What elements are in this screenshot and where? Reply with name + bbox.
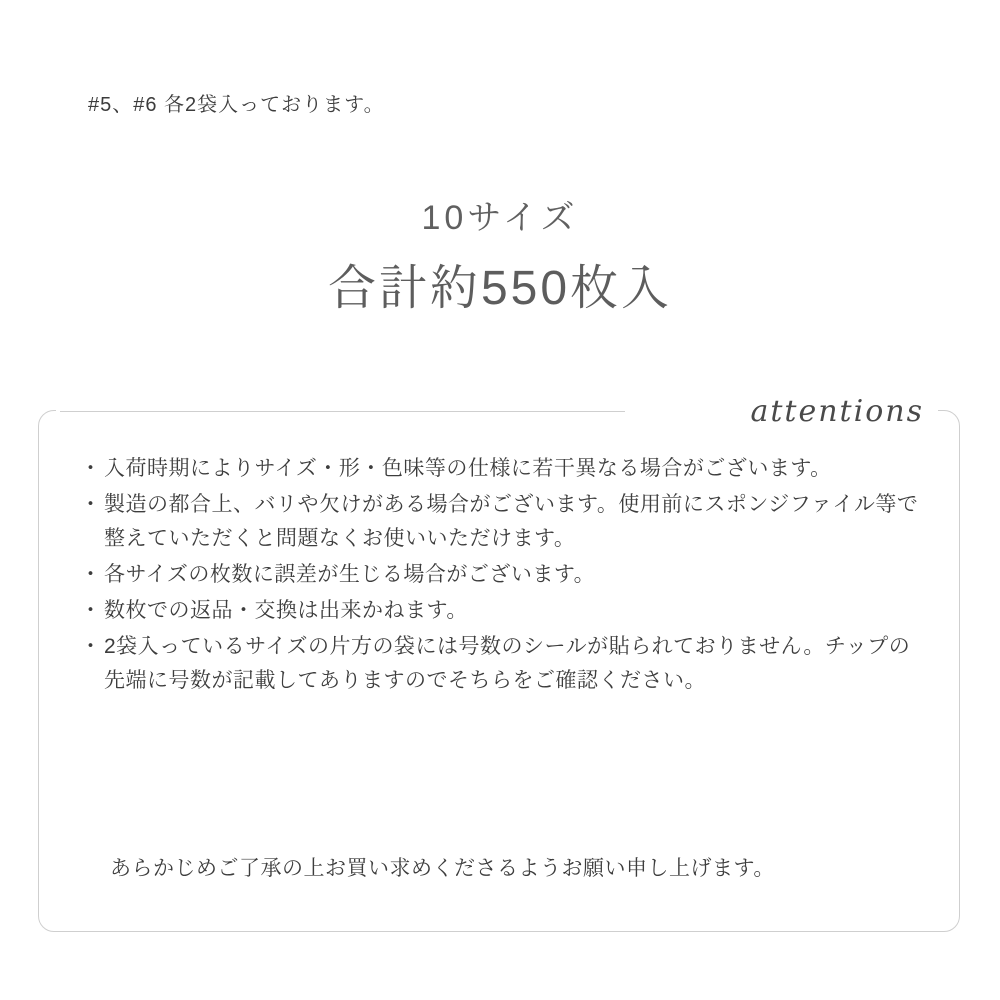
headline-total-count: 合計約550枚入 (327, 262, 673, 315)
attentions-closing-text: あらかじめご了承の上お買い求めくださるようお願い申し上げます。 (110, 857, 775, 880)
attentions-rule (60, 411, 625, 412)
headline-block (0, 190, 1000, 318)
list-item-text: 入荷時期によりサイズ・形・色味等の仕様に若干異なる場合がございます。 (104, 457, 832, 480)
list-item-text: 2袋入っているサイズの片方の袋には号数のシールが貼られておりません。チップの先端に号数が記載してありますのでそちらをご確認ください。 (104, 635, 911, 693)
list-item (80, 630, 930, 698)
list-item (80, 558, 930, 592)
bullet-icon: ・ (80, 635, 102, 659)
list-item-text: 数枚での返品・交換は出来かねます。 (104, 599, 468, 623)
attentions-list (80, 452, 930, 700)
list-item (80, 452, 930, 486)
attentions-title: attentions (750, 393, 924, 429)
bullet-icon: ・ (80, 599, 102, 623)
attentions-label-wrap (736, 388, 938, 434)
bullet-icon: ・ (80, 563, 102, 587)
list-item-text: 各サイズの枚数に誤差が生じる場合がございます。 (104, 563, 596, 587)
bullet-icon: ・ (80, 457, 102, 480)
bullet-icon: ・ (80, 493, 102, 517)
list-item (80, 594, 930, 628)
list-item (80, 488, 930, 556)
package-contents-note: #5、#6 各2袋入っております。 (88, 94, 385, 116)
list-item-text: 製造の都合上、バリや欠けがある場合がございます。使用前にスポンジファイル等で整えていただくと問題なくお使いいただけます。 (104, 493, 919, 551)
headline-size-count: 10サイズ (421, 199, 579, 237)
